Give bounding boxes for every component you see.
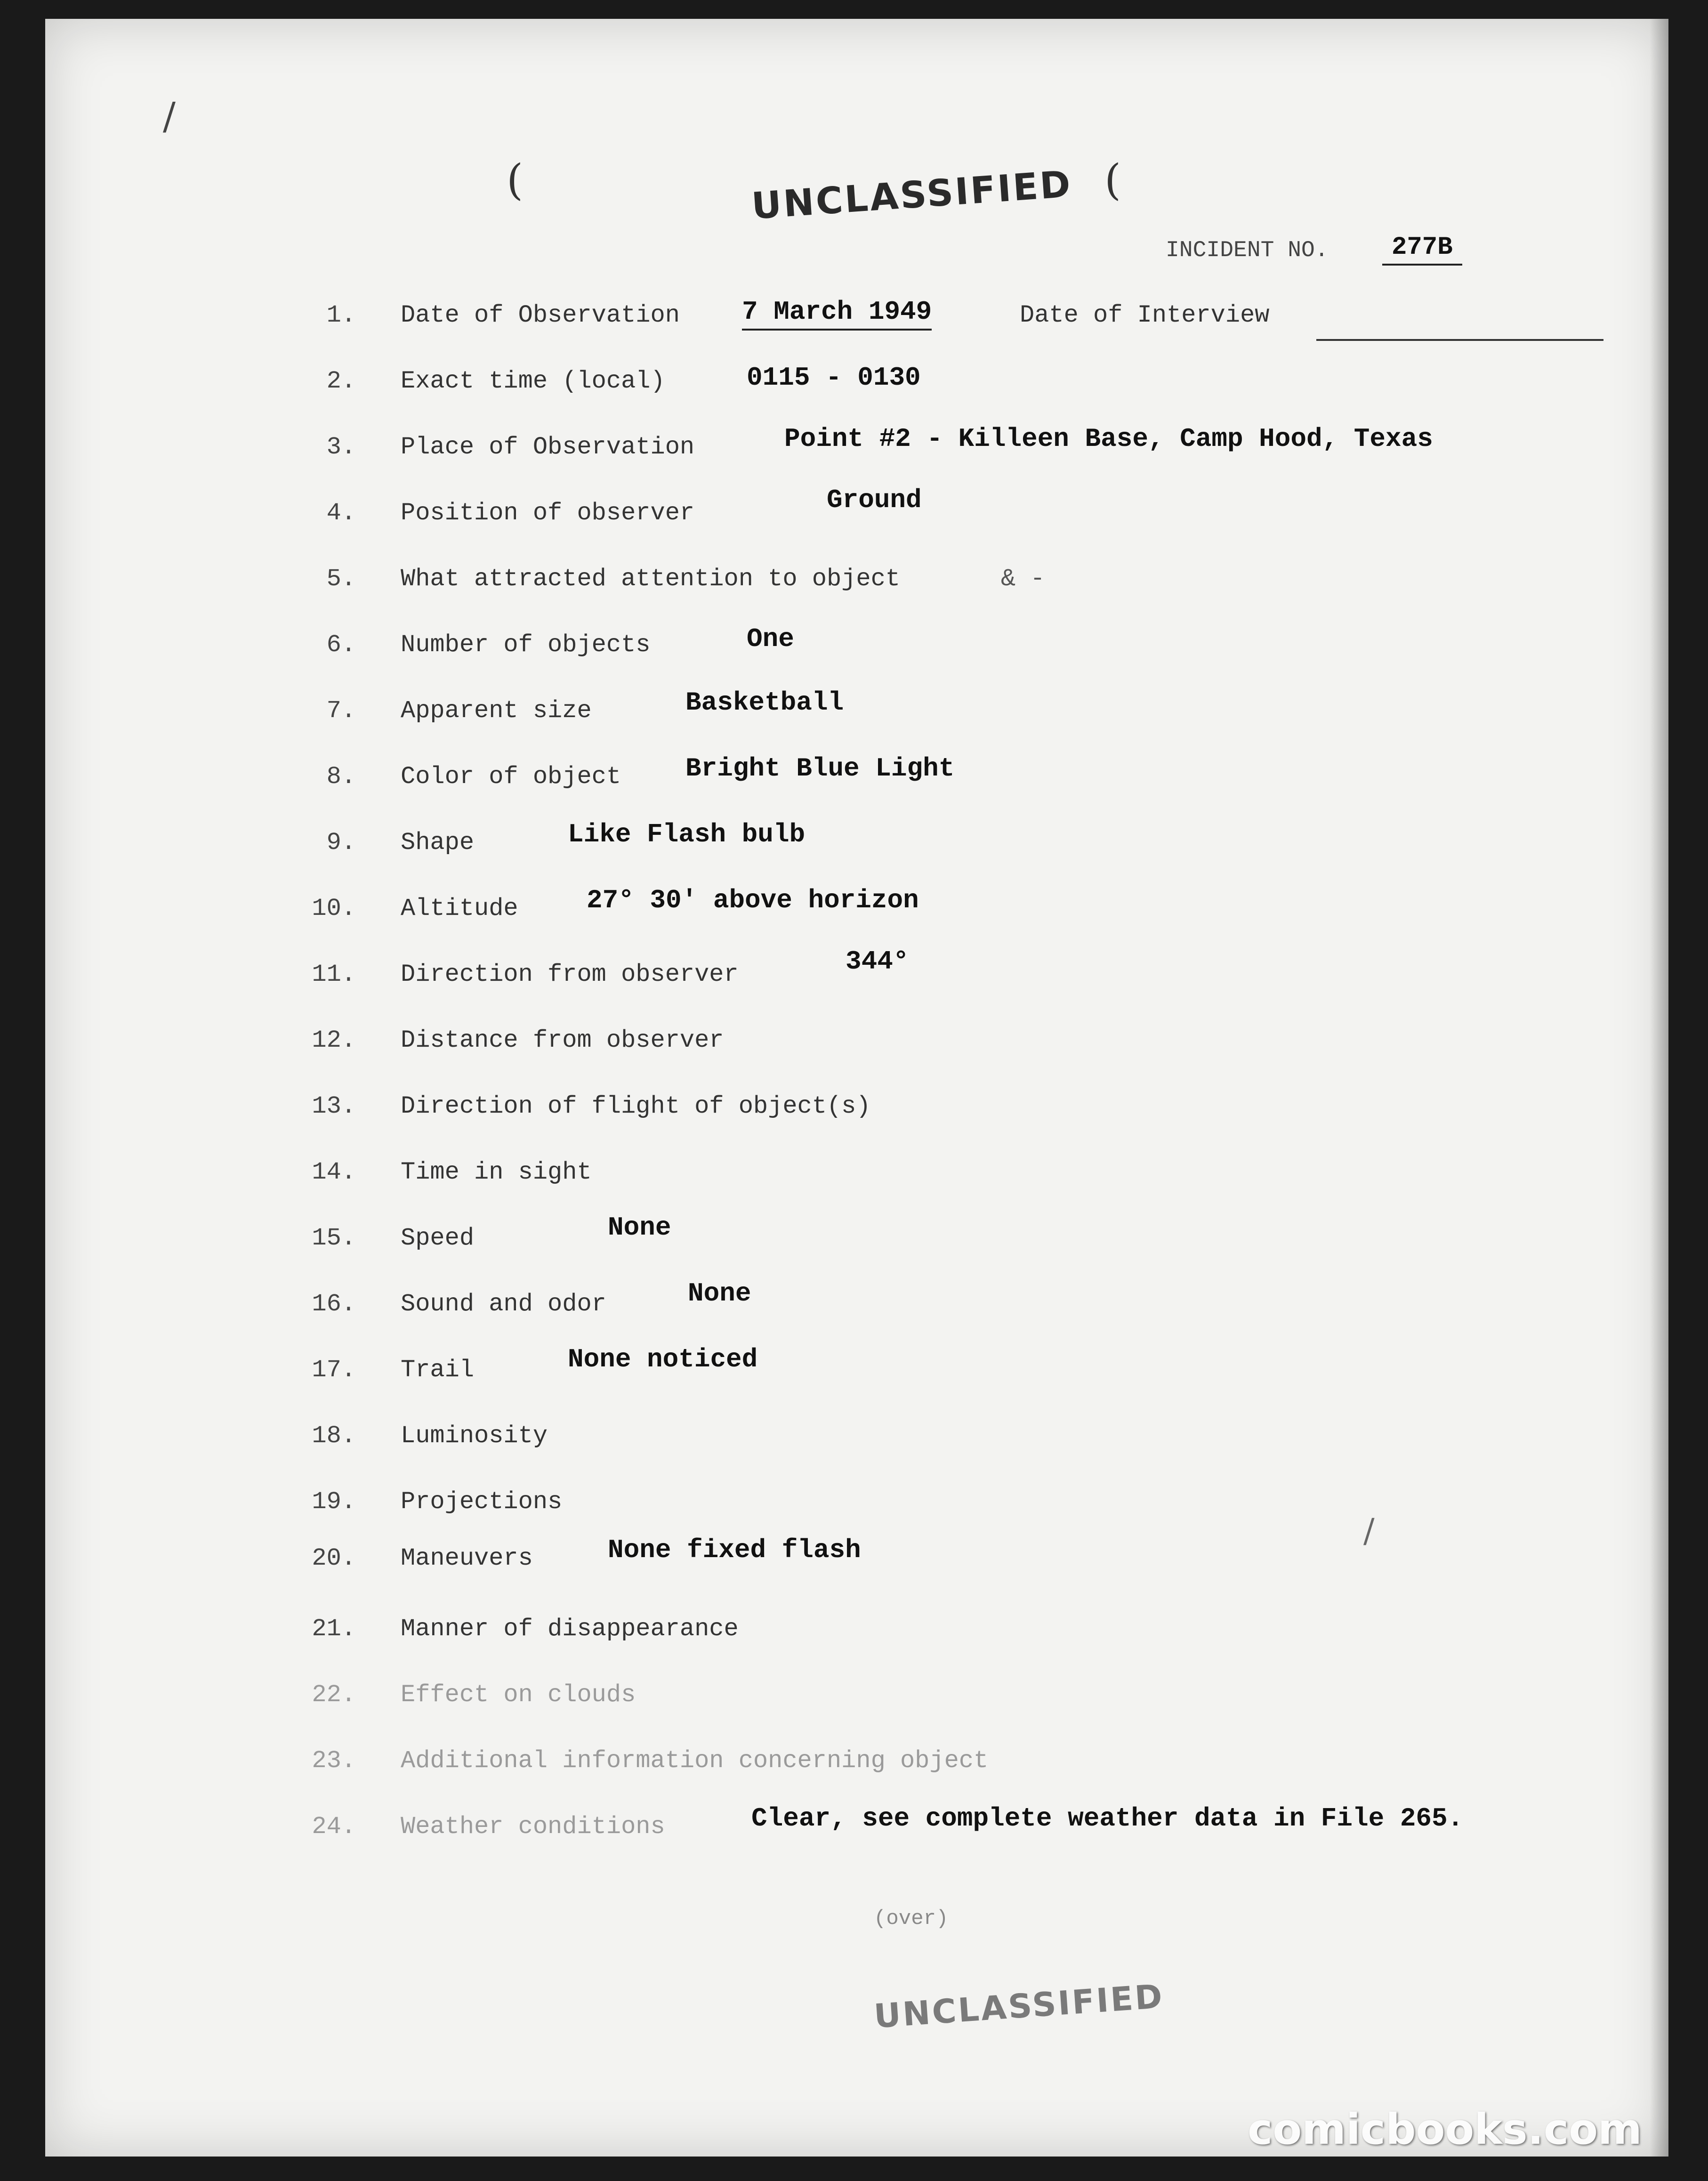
item-number: 9. <box>326 829 356 856</box>
item-label: Effect on clouds <box>401 1681 636 1709</box>
item-number: 13. <box>312 1092 356 1120</box>
source-watermark: comicbooks.com <box>1248 2105 1642 2154</box>
item-value: None <box>688 1278 751 1309</box>
item-value: 344° <box>846 946 909 977</box>
item-number: 17. <box>312 1356 356 1384</box>
item-label: Speed <box>401 1224 475 1252</box>
item-number: 5. <box>326 565 356 593</box>
item-label: What attracted attention to object <box>401 565 900 593</box>
item-number: 11. <box>312 961 356 988</box>
item-label: Direction of flight of object(s) <box>401 1092 871 1120</box>
item-value: Bright Blue Light <box>685 753 955 784</box>
item-label: Additional information concerning object <box>401 1747 989 1775</box>
item-number: 4. <box>326 499 356 527</box>
item-number: 10. <box>312 895 356 922</box>
item-label: Color of object <box>401 763 621 791</box>
left-paren-mark: ( <box>507 155 524 205</box>
item-number: 15. <box>312 1224 356 1252</box>
item-value: Clear, see complete weather data in File 265. <box>751 1803 1464 1834</box>
item-label: Direction from observer <box>401 961 739 988</box>
item-label: Altitude <box>401 895 518 922</box>
item-number: 23. <box>312 1747 356 1775</box>
item-value: One <box>747 624 794 654</box>
item-number: 18. <box>312 1422 356 1450</box>
item-label: Manner of disappearance <box>401 1615 739 1643</box>
item-label: Exact time (local) <box>401 367 665 395</box>
item-label: Maneuvers <box>401 1544 533 1572</box>
item-value: Ground <box>827 485 922 515</box>
stray-mark: / <box>1363 1511 1375 1550</box>
classification-stamp-bottom: UNCLASSIFIED <box>872 1977 1166 2036</box>
item-label: Distance from observer <box>401 1026 724 1054</box>
item-value: Like Flash bulb <box>568 819 806 849</box>
item-number: 7. <box>326 697 356 725</box>
item-label: Weather conditions <box>401 1813 665 1841</box>
item-label: Position of observer <box>401 499 695 527</box>
date-of-interview-blank <box>1316 339 1603 341</box>
right-paren-mark: ( <box>1104 155 1121 205</box>
item-number: 24. <box>312 1813 356 1841</box>
item-label: Time in sight <box>401 1158 592 1186</box>
item-number: 8. <box>326 763 356 791</box>
item-value: 7 March 1949 <box>742 297 932 331</box>
item-number: 2. <box>326 367 356 395</box>
document-page <box>45 19 1668 2157</box>
incident-number: 277B <box>1382 233 1462 266</box>
item-value: None noticed <box>568 1344 758 1374</box>
item-number: 12. <box>312 1026 356 1054</box>
item-label: Projections <box>401 1488 563 1516</box>
incident-label: INCIDENT NO. <box>1166 238 1329 263</box>
margin-mark: / <box>163 94 176 138</box>
date-of-interview-label: Date of Interview <box>1020 301 1270 329</box>
over-note: (over) <box>874 1907 949 1931</box>
item-number: 1. <box>326 301 356 329</box>
item-value: 27° 30' above horizon <box>587 885 919 915</box>
item-value: None fixed flash <box>608 1535 861 1565</box>
item-number: 21. <box>312 1615 356 1643</box>
item-number: 6. <box>326 631 356 659</box>
item-value: & - <box>1001 565 1045 593</box>
item-label: Luminosity <box>401 1422 548 1450</box>
item-label: Number of objects <box>401 631 651 659</box>
item-label: Apparent size <box>401 697 592 725</box>
item-value: Basketball <box>685 687 844 718</box>
item-label: Place of Observation <box>401 433 695 461</box>
item-number: 14. <box>312 1158 356 1186</box>
item-number: 3. <box>326 433 356 461</box>
item-number: 16. <box>312 1290 356 1318</box>
item-number: 22. <box>312 1681 356 1709</box>
item-value: 0115 - 0130 <box>747 363 921 393</box>
item-number: 20. <box>312 1544 356 1572</box>
page-edge-shadow <box>1650 19 1668 2157</box>
item-label: Sound and odor <box>401 1290 606 1318</box>
item-number: 19. <box>312 1488 356 1516</box>
item-label: Date of Observation <box>401 301 680 329</box>
item-label: Trail <box>401 1356 475 1384</box>
item-value: Point #2 - Killeen Base, Camp Hood, Texas <box>784 424 1433 454</box>
item-value: None <box>608 1212 671 1243</box>
item-label: Shape <box>401 829 475 856</box>
classification-stamp-top: UNCLASSIFIED <box>750 163 1074 228</box>
